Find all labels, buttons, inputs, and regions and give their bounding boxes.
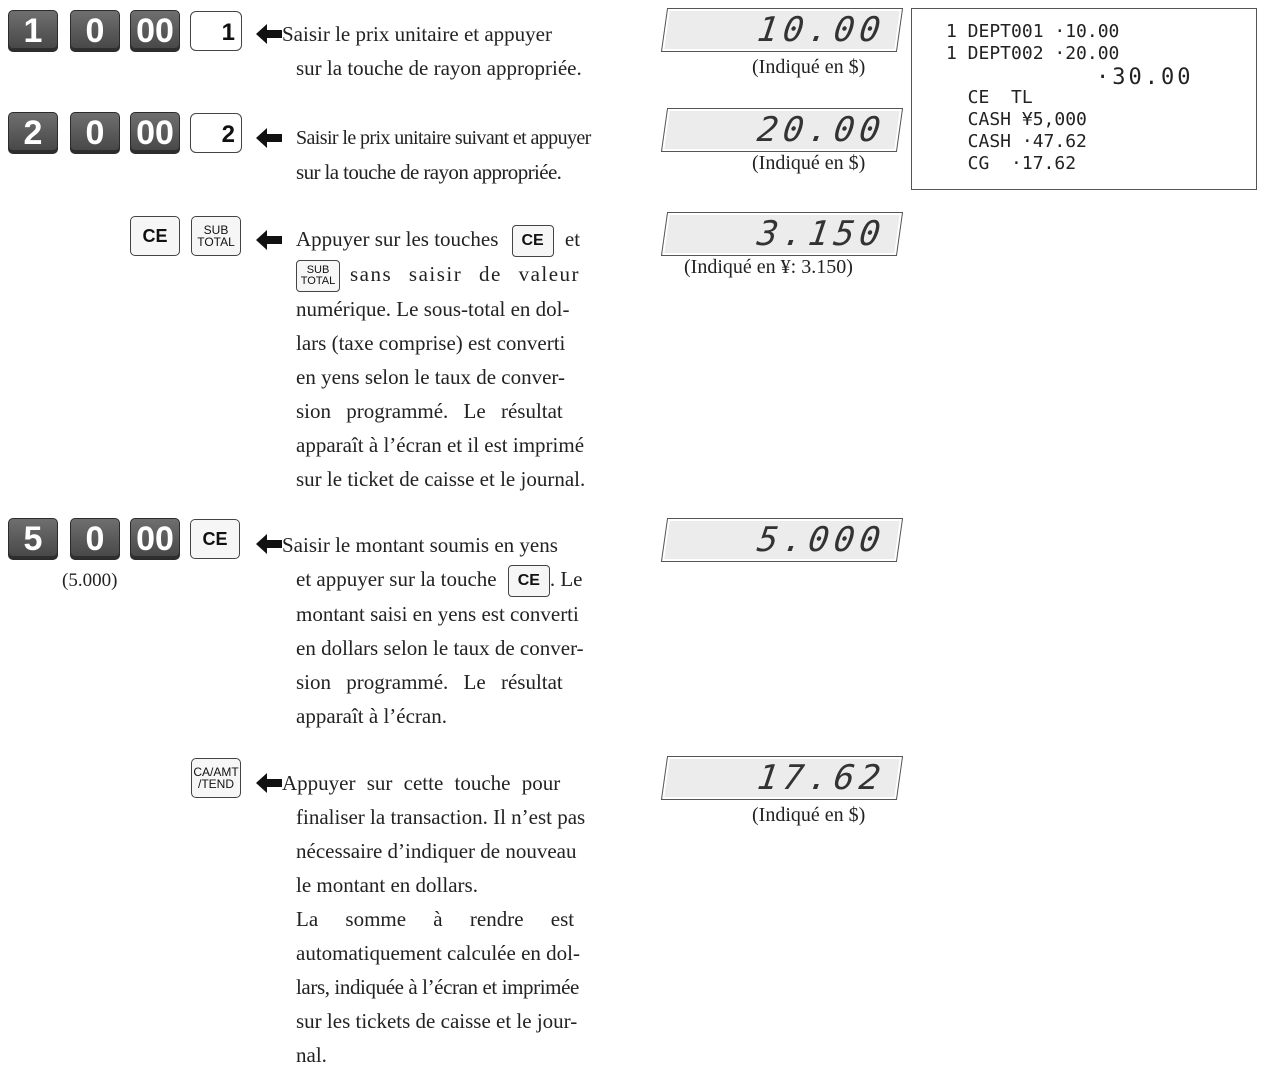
- step-3-description: [296, 222, 632, 496]
- key-2[interactable]: 2: [8, 112, 58, 154]
- lcd-display-3: 3.150: [661, 212, 903, 256]
- key-00[interactable]: 00: [130, 518, 180, 560]
- lcd-display-5: 17.62: [661, 756, 903, 800]
- dept-key-2[interactable]: 2: [190, 113, 242, 153]
- inline-subtotal-top: SUB: [306, 264, 330, 277]
- desc-line: en dollars selon le taux de conver-: [296, 636, 584, 661]
- desc-line: La somme à rendre est: [296, 907, 575, 931]
- subtotal-key-top: SUB: [203, 223, 229, 237]
- dept-key-1[interactable]: 1: [190, 11, 242, 51]
- step-3: [0, 214, 1262, 494]
- step-1-description: [282, 17, 630, 85]
- receipt-total-amount: ·30.00: [1096, 65, 1194, 90]
- desc-line: montant saisi en yens est converti: [296, 602, 579, 627]
- ca-key-bottom: /TEND: [198, 777, 234, 791]
- arrow-left-icon: [256, 773, 282, 793]
- arrow-left-icon: [256, 128, 282, 148]
- inline-subtotal-key-icon: [296, 260, 340, 292]
- inline-ce-key-icon: CE: [512, 225, 554, 257]
- receipt-line: CASH ¥5,000: [946, 109, 1087, 130]
- desc-line: sur le ticket de caisse et le journal.: [296, 467, 586, 492]
- ca-key-top: CA/AMT: [193, 765, 239, 779]
- lcd-display-1: 10.00: [661, 8, 903, 52]
- desc-line: lars (taxe comprise) est converti: [296, 331, 566, 356]
- desc-line: apparaît à l’écran et il est imprimé: [296, 433, 585, 458]
- desc-line: nal.: [296, 1043, 327, 1067]
- display-note-2: (Indiqué en $): [752, 152, 866, 174]
- key-00[interactable]: 00: [130, 10, 180, 52]
- display-note-5: (Indiqué en $): [752, 804, 866, 826]
- desc-line: [296, 562, 632, 597]
- desc-text: et appuyer sur la touche: [296, 567, 497, 591]
- display-note-1: (Indiqué en $): [752, 56, 866, 78]
- key-1[interactable]: 1: [8, 10, 58, 52]
- subtotal-key-bottom: TOTAL: [197, 235, 235, 249]
- key-5[interactable]: 5: [8, 518, 58, 560]
- desc-line: numérique. Le sous-total en dol-: [296, 297, 570, 322]
- step-4: [0, 518, 1262, 729]
- receipt-line: 1 DEPT001 ·10.00: [946, 21, 1120, 42]
- key-0[interactable]: 0: [70, 518, 120, 560]
- amount-label: (5.000): [62, 570, 118, 591]
- receipt-line: CASH ·47.62: [946, 131, 1087, 152]
- desc-line: sur la touche de rayon appropriée.: [296, 56, 582, 80]
- desc-text: et: [564, 227, 581, 251]
- desc-text: Appuyer sur les touches: [296, 227, 499, 251]
- desc-line: [296, 257, 632, 292]
- receipt-printout: [911, 8, 1257, 190]
- desc-line: sion programmé. Le résultat: [296, 399, 563, 424]
- arrow-left-icon: [256, 534, 282, 554]
- desc-line: automatiquement calculée en dol-: [296, 941, 580, 965]
- lcd-display-2: 20.00: [661, 108, 903, 152]
- desc-line: sur les tickets de caisse et le jour-: [296, 1009, 578, 1033]
- receipt-line: 1 DEPT002 ·20.00: [946, 43, 1120, 64]
- key-00[interactable]: 00: [130, 112, 180, 154]
- inline-ce-key-icon: CE: [508, 565, 550, 597]
- receipt-line: TL: [989, 87, 1033, 108]
- desc-line: apparaît à l’écran.: [296, 704, 447, 729]
- desc-text: sans saisir de valeur: [350, 262, 581, 287]
- arrow-left-icon: [256, 230, 282, 250]
- step-5: [0, 756, 1262, 1065]
- desc-line: Saisir le prix unitaire suivant et appuyer: [296, 127, 591, 149]
- step-5-description: [282, 766, 632, 1072]
- desc-line: nécessaire d’indiquer de nouveau: [296, 839, 577, 863]
- ce-key[interactable]: CE: [130, 216, 180, 256]
- desc-line: sion programmé. Le résultat: [296, 670, 563, 695]
- inline-subtotal-bottom: TOTAL: [300, 275, 336, 288]
- receipt-line: CG ·17.62: [946, 153, 1077, 174]
- desc-line: Appuyer sur cette touche pour: [282, 771, 561, 795]
- step-2-description: [296, 121, 630, 189]
- subtotal-key[interactable]: [191, 216, 241, 256]
- ca-amt-tend-key[interactable]: [191, 758, 241, 798]
- desc-line: Saisir le montant soumis en yens: [282, 533, 558, 557]
- desc-line: [296, 222, 632, 257]
- lcd-display-4: 5.000: [661, 518, 903, 562]
- desc-line: finaliser la transaction. Il n’est pas: [296, 805, 586, 829]
- arrow-left-icon: [256, 24, 282, 44]
- desc-line: sur la touche de rayon appropriée.: [296, 160, 562, 184]
- desc-line: lars, indiquée à l’écran et imprimée: [296, 975, 579, 999]
- key-0[interactable]: 0: [70, 10, 120, 52]
- key-0[interactable]: 0: [70, 112, 120, 154]
- desc-line: le montant en dollars.: [296, 873, 478, 897]
- ce-key[interactable]: CE: [190, 519, 240, 559]
- receipt-line: CE: [946, 87, 990, 108]
- desc-line: Saisir le prix unitaire et appuyer: [282, 22, 552, 46]
- desc-line: en yens selon le taux de conver-: [296, 365, 565, 390]
- step-4-description: [282, 528, 632, 733]
- display-note-3: (Indiqué en ¥: 3.150): [684, 256, 853, 278]
- desc-text: . Le: [549, 567, 583, 591]
